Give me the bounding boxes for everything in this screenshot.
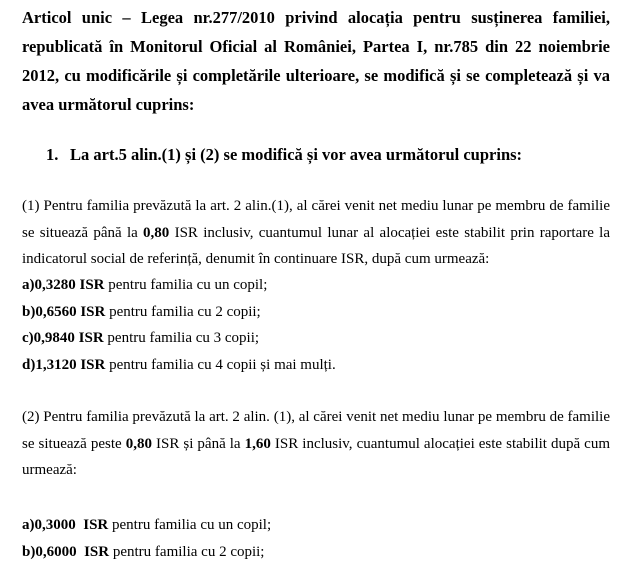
paragraph-2-lower-bound: 0,80 — [125, 435, 152, 452]
paragraph-1-threshold: 0,80 — [143, 224, 170, 241]
article-point-number: 1. — [46, 145, 59, 164]
item-value: b)0,6560 — [22, 303, 77, 320]
list-item — [22, 512, 271, 539]
list-item — [22, 299, 336, 326]
article-point-heading — [46, 140, 522, 169]
item-value: d)1,3120 — [22, 356, 77, 373]
paragraph-1-text-after: ISR inclusiv, cuantumul lunar al alocației este stabilit prin raportare la indicatorul social de referință, denumit în continuare ISR, după cum urmează: — [22, 224, 610, 267]
item-text: pentru familia cu 2 copii; — [105, 303, 261, 320]
item-text: pentru familia cu 2 copii; — [109, 543, 265, 560]
item-value: a)0,3000 — [22, 517, 76, 533]
item-unit: ISR — [75, 517, 109, 533]
item-value: a)0,3280 — [22, 277, 76, 293]
paragraph-2-list — [22, 512, 271, 565]
item-unit: ISR — [76, 543, 110, 560]
item-unit: ISR — [76, 356, 106, 373]
list-item — [22, 272, 336, 299]
list-item — [22, 352, 336, 379]
item-unit: ISR — [75, 277, 105, 293]
article-point-text: La art.5 alin.(1) și (2) se modifică și vor avea următorul cuprins: — [70, 145, 523, 164]
list-item — [22, 539, 271, 566]
paragraph-2 — [22, 404, 610, 484]
item-unit: ISR — [76, 303, 106, 320]
item-value: c)0,9840 — [22, 330, 75, 346]
item-text: pentru familia cu un copil; — [108, 517, 272, 533]
item-text: pentru familia cu 3 copii; — [103, 330, 260, 346]
item-text: pentru familia cu 4 copii și mai mulți. — [105, 356, 336, 373]
item-value: b)0,6000 — [22, 543, 77, 560]
paragraph-1 — [22, 193, 610, 273]
paragraph-2-text-after: ISR inclusiv, cuantumul alocației este stabilit după cum urmează: — [22, 435, 610, 478]
paragraph-2-upper-bound: 1,60 — [244, 435, 271, 452]
item-unit: ISR — [74, 330, 104, 346]
paragraph-2-text-before: (2) Pentru familia prevăzută la art. 2 alin. (1), al cărei venit net mediu lunar pe membru de familie se situează peste — [22, 409, 610, 452]
paragraph-1-text-before: (1) Pentru familia prevăzută la art. 2 alin.(1), al cărei venit net mediu lunar pe membru de familie se situează până la — [22, 198, 610, 241]
item-text: pentru familia cu un copil; — [104, 277, 268, 293]
article-intro: Articol unic – Legea nr.277/2010 privind alocația pentru susținerea familiei, republicată în Monitorul Oficial al României, Partea I, nr.785 din 22 noiembrie 2012, cu modificările și completările ulterioare, se modifică și se completează și va avea următorul cuprins: — [22, 8, 610, 114]
paragraph-2-text-middle: ISR și până la — [151, 435, 245, 452]
list-item — [22, 325, 336, 352]
paragraph-1-list — [22, 272, 336, 378]
